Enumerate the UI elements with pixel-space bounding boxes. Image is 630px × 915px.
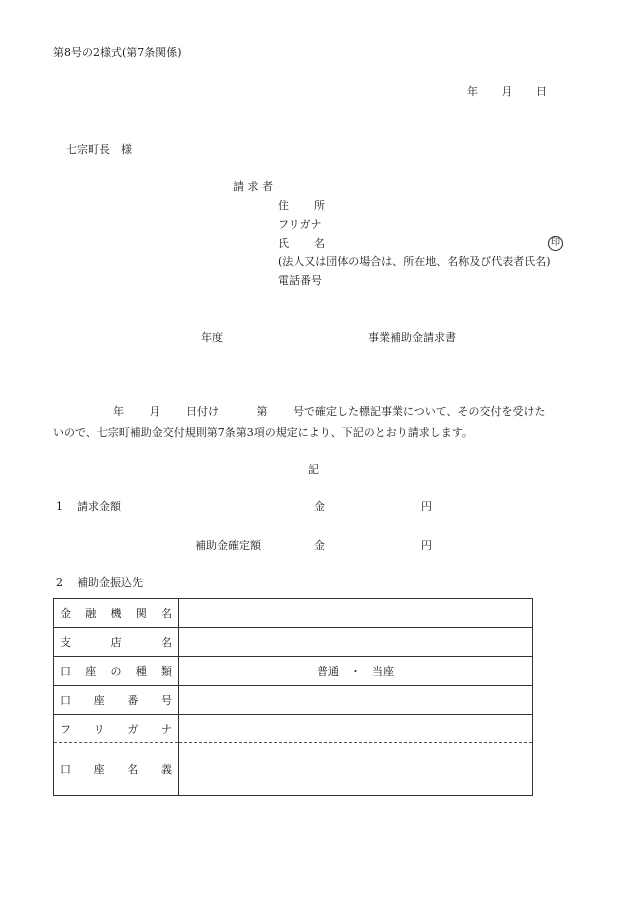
branch-char-3: 名: [161, 636, 172, 649]
account-holder-char-4: 義: [160, 763, 172, 776]
account-holder-char-3: 名: [127, 763, 139, 776]
item-2-number: 2: [56, 576, 63, 589]
account-holder-char-1: 口: [60, 763, 71, 776]
item-2-label: 補助金振込先: [77, 576, 143, 589]
branch-char-1: 支: [60, 636, 71, 649]
account-number-char-3: 番: [127, 694, 139, 707]
body-year: 年: [113, 405, 124, 418]
furigana-row-label: [54, 715, 179, 743]
account-type-char-3: の: [110, 665, 122, 678]
account-number-char-1: 口: [60, 694, 71, 707]
bank-name-value[interactable]: [179, 599, 533, 628]
furigana-label: フリガナ: [278, 218, 322, 231]
account-number-char-4: 号: [160, 694, 172, 707]
date-line: [467, 86, 547, 97]
addressee: 七宗町長 様: [66, 143, 132, 156]
bank-name-char-4: 関: [135, 607, 147, 620]
claim-kin: 金: [314, 500, 325, 513]
furigana-value[interactable]: [179, 715, 533, 743]
bank-name-char-3: 機: [110, 607, 122, 620]
branch-label: [54, 628, 179, 657]
bank-name-label: [54, 599, 179, 628]
body-line-1: [113, 406, 546, 417]
name-label-1: 氏: [278, 237, 289, 250]
decided-kin: 金: [314, 539, 325, 552]
furigana-char-4: ナ: [160, 722, 172, 736]
bank-table: [53, 598, 533, 796]
furigana-char-2: リ: [93, 722, 105, 736]
claim-yen: 円: [421, 500, 432, 513]
claimant-title: 請 求 者: [233, 180, 273, 193]
account-holder-char-2: 座: [93, 763, 105, 776]
table-row-bank-name: [54, 599, 533, 628]
account-type-char-2: 座: [85, 665, 97, 678]
body-dai: 第: [256, 405, 268, 418]
account-number-char-2: 座: [93, 694, 105, 707]
address-label: [278, 200, 325, 211]
body-month: 月: [149, 405, 161, 418]
branch-char-2: 店: [110, 636, 122, 649]
item-1-label: 請求金額: [77, 500, 121, 513]
account-type-char-1: 口: [60, 665, 71, 678]
furigana-char-1: フ: [60, 722, 71, 736]
branch-value[interactable]: [179, 628, 533, 657]
seal-circle: 印: [548, 236, 563, 251]
address-label-2: 所: [314, 199, 325, 212]
account-number-label: [54, 686, 179, 715]
bank-name-char-1: 金: [60, 607, 71, 620]
account-type-label: [54, 657, 179, 686]
body-line-2: いので、七宗町補助金交付規則第7条第3項の規定により、下記のとおり請求します。: [53, 426, 473, 439]
document-title: 事業補助金請求書: [368, 331, 456, 344]
table-row-account-number: [54, 686, 533, 715]
date-day: 日: [536, 85, 547, 98]
date-month: 月: [501, 85, 513, 98]
account-type-char-5: 類: [161, 665, 172, 678]
table-row-furigana: [54, 715, 533, 743]
furigana-char-3: ガ: [127, 722, 139, 736]
fiscal-year-label: 年度: [201, 331, 223, 344]
table-row-branch: [54, 628, 533, 657]
name-label: [278, 238, 325, 249]
body-rest: 号で確定した標記事業について、その交付を受けた: [293, 405, 546, 418]
bank-name-char-2: 融: [85, 607, 97, 620]
item-1-number: 1: [56, 500, 63, 513]
table-row-account-holder: [54, 743, 533, 796]
account-number-value[interactable]: [179, 686, 533, 715]
account-holder-value[interactable]: [179, 743, 533, 796]
seal-mark: [548, 236, 563, 251]
form-id: 第8号の2様式(第7条関係): [53, 46, 182, 59]
date-year: 年: [467, 85, 478, 98]
corporate-note: (法人又は団体の場合は、所在地、名称及び代表者氏名): [278, 255, 551, 268]
account-type-char-4: 種: [135, 665, 147, 678]
decided-amount-label: 補助金確定額: [195, 539, 261, 552]
body-dated: 日付け: [186, 405, 219, 418]
account-type-value[interactable]: 普通 ・ 当座: [179, 657, 533, 686]
ki-heading: 記: [308, 463, 319, 476]
decided-yen: 円: [421, 539, 432, 552]
account-holder-label: [54, 743, 179, 796]
phone-label: 電話番号: [278, 274, 322, 287]
name-label-2: 名: [314, 237, 325, 250]
bank-name-char-5: 名: [161, 607, 172, 620]
table-row-account-type: [54, 657, 533, 686]
address-label-1: 住: [278, 199, 289, 212]
